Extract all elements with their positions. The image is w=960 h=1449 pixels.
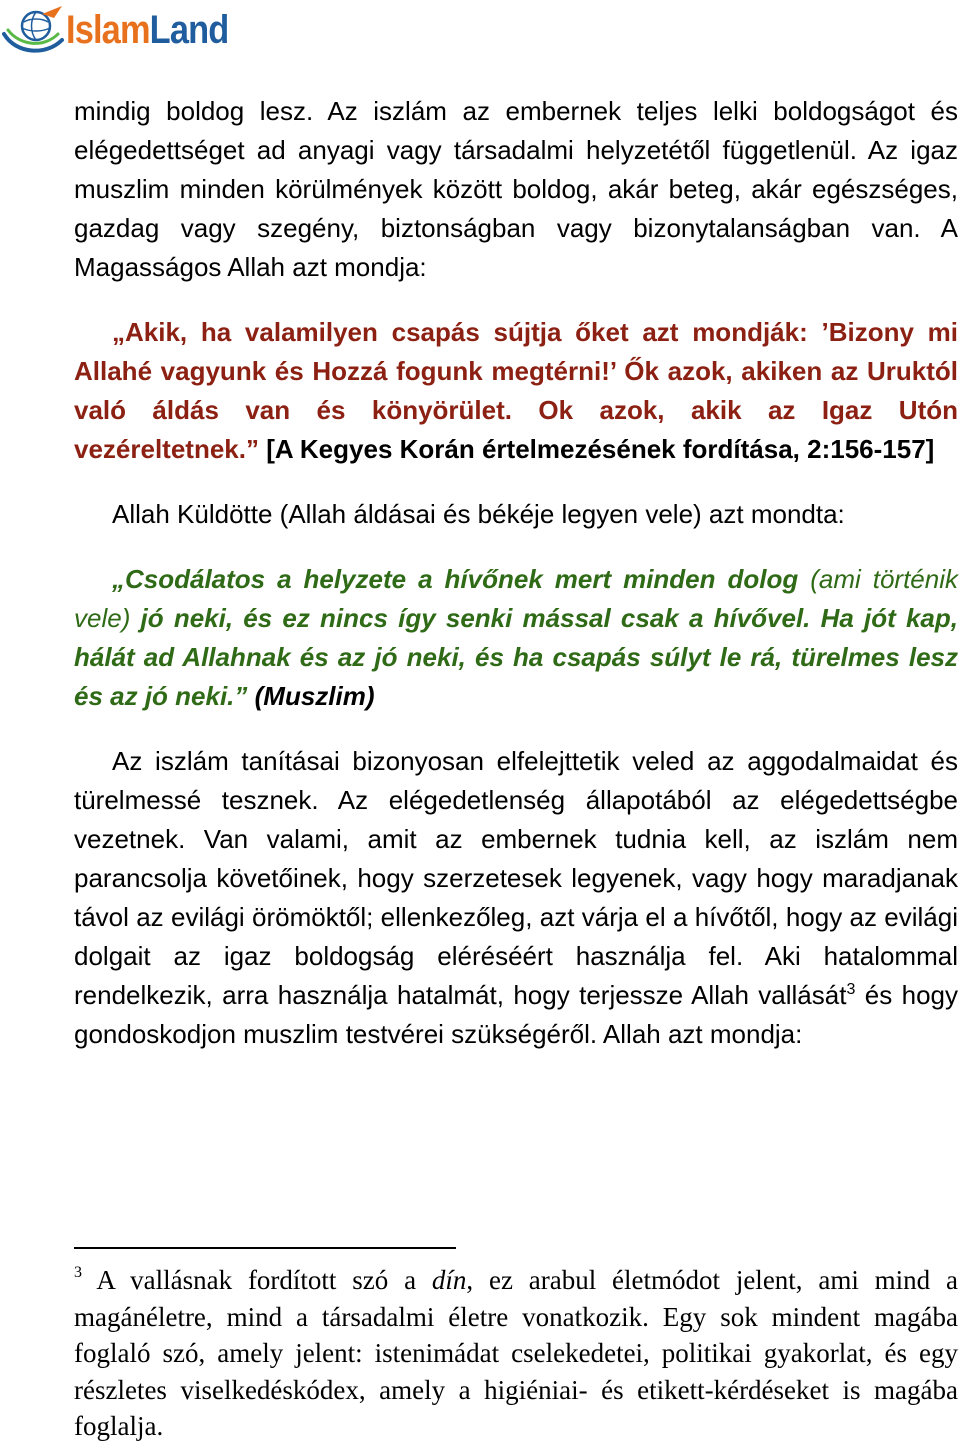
footnote-text-a: A vallásnak fordított szó a (82, 1265, 432, 1295)
hadith-quote (74, 560, 958, 716)
islamland-logo[interactable] (2, 2, 255, 58)
footnote-marker: 3 (74, 1264, 82, 1281)
footnote-separator (74, 1247, 456, 1249)
paragraph-teachings (74, 742, 958, 1054)
footnote-text-b: , ez arabul életmódot jelent, ami mind a magánéletre, mind a társadalmi életre vonatkozik. Egy sok mindent magába foglaló szó, amely jelent: istenimádat cselekedetei, politikai gyakorlat, és egy részletes viselkedéskódex, amely a higiéniai- és etikett-kérdéseket is magába foglalja. (74, 1265, 958, 1441)
hadith-reference: (Muszlim) (247, 681, 375, 711)
hadith-aside: (ami történik vele) (74, 564, 958, 633)
quran-quote-text: „Akik, ha valamilyen csapás sújtja őket azt mondják: ’Bizony mi Allahé vagyunk és Hozzá fogunk megtérni!’ Ők azok, akiken az Uruktól való áldás van és könyörület. Ok azok, akik az Igaz Utón vezéreltetnek.” (74, 317, 958, 464)
paragraph-messenger: Allah Küldötte (Allah áldásai és békéje legyen vele) azt mondta: (112, 499, 845, 529)
paragraph-teachings-a: Az iszlám tanításai bizonyosan elfelejttetik veled az aggodalmaidat és türelmessé tesznek. Az elégedetlenség állapotából az elégedettségbe vezetnek. Van valami, amit az embernek tudnia kell, az iszlám nem parancsolja követőinek, hogy szerzetesek legyenek, vagy hogy maradjanak távol az evilági örömöktől; ellenkezőleg, azt várja el a hívőtől, hogy az evilági dolgait az igaz boldogság eléréséért használja fel. Aki hatalommal rendelkezik, arra használja hatalmát, hogy terjessze Allah vallását (74, 746, 958, 1010)
logo-word-land: Land (149, 8, 229, 52)
page-content (74, 92, 958, 1054)
hadith-text-b: jó neki, és ez nincs így senki mással csak a hívővel. Ha jót kap, hálát ad Allahnak és az jó neki, és ha csapás súlyt le rá, türelmes lesz és az jó neki.” (74, 603, 958, 711)
quran-quote (74, 313, 958, 469)
quran-reference: [A Kegyes Korán értelmezésének fordítása, 2:156-157] (258, 434, 935, 464)
footnote (74, 1262, 958, 1445)
globe-swoosh-icon (2, 4, 66, 56)
hadith-text-a: „Csodálatos a helyzete a hívőnek mert minden dolog (112, 564, 811, 594)
footnote-term: dín (431, 1265, 467, 1295)
footnote-reference[interactable]: 3 (846, 981, 856, 998)
logo-word-islam: Islam (66, 8, 150, 52)
paragraph-intro: mindig boldog lesz. Az iszlám az embernek teljes lelki boldogságot és elégedettséget ad anyagi vagy társadalmi helyzetétől függetlenül. Az igaz muszlim minden körülmények között boldog, akár beteg, akár egészséges, gazdag vagy szegény, biztonságban vagy bizonytalanságban van. A Magasságos Allah azt mondja: (74, 96, 958, 282)
paragraph-teachings-b: és hogy gondoskodjon muszlim testvérei szükségéről. Allah azt mondja: (74, 980, 958, 1049)
logo-wordmark (66, 10, 228, 50)
